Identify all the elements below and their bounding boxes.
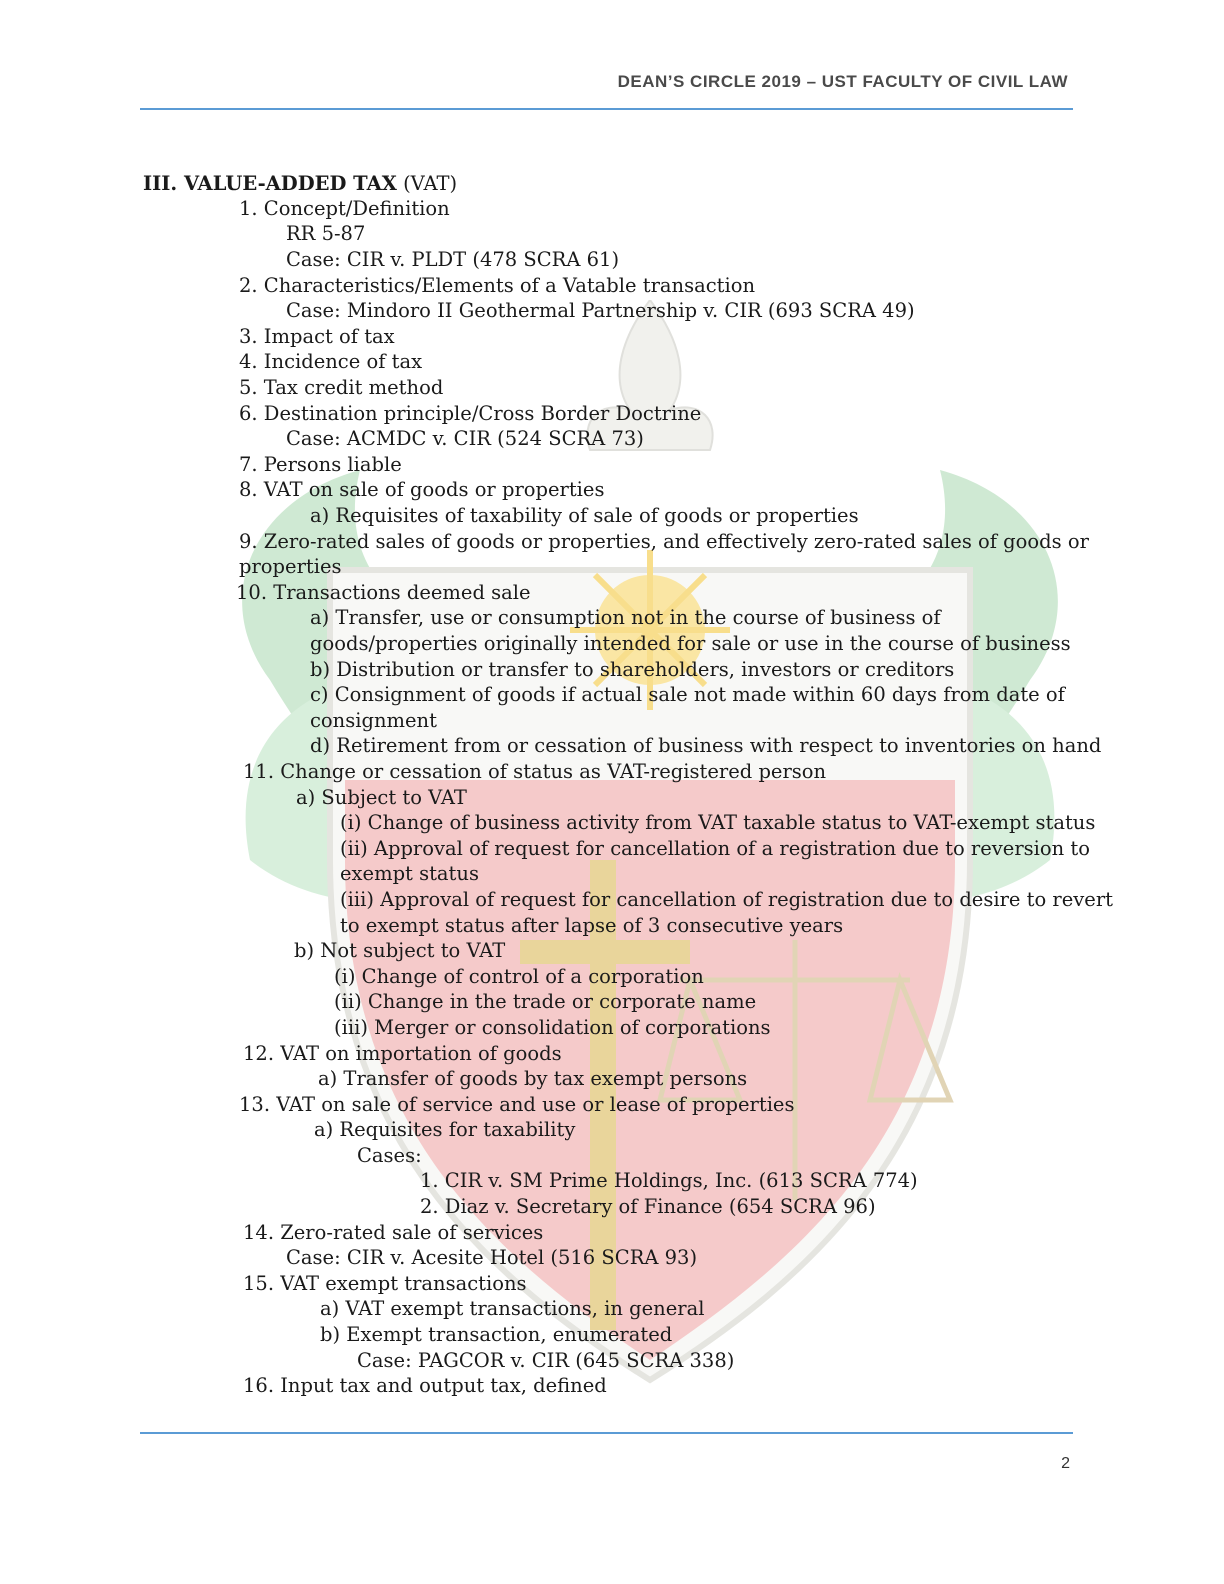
outline-line: 2. Characteristics/Elements of a Vatable transaction <box>239 274 756 297</box>
section-title <box>143 171 457 197</box>
outline-line: 7. Persons liable <box>239 453 402 476</box>
outline-line: 9. Zero-rated sales of goods or properties, and effectively zero-rated sales of goods or <box>239 530 1089 553</box>
outline-line: 14. Zero-rated sale of services <box>243 1221 544 1244</box>
outline-line: 4. Incidence of tax <box>239 350 423 373</box>
outline-line: 3. Impact of tax <box>239 325 395 348</box>
outline-line: goods/properties originally intended for sale or use in the course of business <box>310 632 1071 655</box>
outline-line: (iii) Approval of request for cancellation of registration due to desire to revert <box>340 888 1113 911</box>
outline-line: 13. VAT on sale of service and use or lease of properties <box>239 1093 795 1116</box>
outline-line: b) Exempt transaction, enumerated <box>320 1323 673 1346</box>
outline-line: Case: PAGCOR v. CIR (645 SCRA 338) <box>357 1349 735 1372</box>
outline-line: Case: CIR v. PLDT (478 SCRA 61) <box>286 248 620 271</box>
outline-line: c) Consignment of goods if actual sale not made within 60 days from date of <box>310 683 1065 706</box>
outline-line: 2. Diaz v. Secretary of Finance (654 SCRA 96) <box>420 1195 876 1218</box>
outline-line: 6. Destination principle/Cross Border Doctrine <box>239 402 702 425</box>
outline-line: Cases: <box>357 1144 422 1167</box>
outline-line: 10. Transactions deemed sale <box>236 581 531 604</box>
outline-line: Case: ACMDC v. CIR (524 SCRA 73) <box>286 427 644 450</box>
outline-line: b) Not subject to VAT <box>294 939 506 962</box>
outline-line: Case: Mindoro II Geothermal Partnership v. CIR (693 SCRA 49) <box>286 299 915 322</box>
outline-line: exempt status <box>340 862 479 885</box>
footer-rule <box>140 1432 1073 1434</box>
outline-line: a) Requisites for taxability <box>314 1118 576 1141</box>
outline-line: 5. Tax credit method <box>239 376 444 399</box>
outline-line: 16. Input tax and output tax, defined <box>243 1374 607 1397</box>
outline-line: 12. VAT on importation of goods <box>243 1042 562 1065</box>
page-number: 2 <box>1061 1455 1070 1472</box>
outline-line: (i) Change of control of a corporation <box>334 965 704 988</box>
outline-line: a) Subject to VAT <box>296 786 467 809</box>
outline-line: 1. Concept/Definition <box>239 197 450 220</box>
outline-line: 15. VAT exempt transactions <box>243 1272 527 1295</box>
outline-line: properties <box>239 555 342 578</box>
outline-line: to exempt status after lapse of 3 consecutive years <box>340 914 844 937</box>
outline-line: a) VAT exempt transactions, in general <box>320 1297 705 1320</box>
outline-line: consignment <box>310 709 437 732</box>
outline-line: b) Distribution or transfer to shareholders, investors or creditors <box>310 658 955 681</box>
outline-line: 1. CIR v. SM Prime Holdings, Inc. (613 SCRA 774) <box>420 1169 918 1192</box>
section-title-bold: III. VALUE-ADDED TAX <box>143 172 397 195</box>
outline-line: Case: CIR v. Acesite Hotel (516 SCRA 93) <box>286 1246 698 1269</box>
outline-line: (iii) Merger or consolidation of corporations <box>334 1016 771 1039</box>
outline-line: d) Retirement from or cessation of business with respect to inventories on hand <box>310 734 1102 757</box>
outline-line: (ii) Change in the trade or corporate name <box>334 990 757 1013</box>
outline-line: 8. VAT on sale of goods or properties <box>239 478 605 501</box>
outline-line: a) Requisites of taxability of sale of goods or properties <box>310 504 859 527</box>
running-header: DEAN’S CIRCLE 2019 – UST FACULTY OF CIVIL LAW <box>617 72 1068 91</box>
section-title-rest: (VAT) <box>396 172 458 195</box>
outline-line: 11. Change or cessation of status as VAT-registered person <box>243 760 827 783</box>
outline-line: (ii) Approval of request for cancellation of a registration due to reversion to <box>340 837 1090 860</box>
outline-line: RR 5-87 <box>286 222 366 245</box>
outline-line: a) Transfer, use or consumption not in the course of business of <box>310 606 941 629</box>
outline-line: a) Transfer of goods by tax exempt persons <box>318 1067 748 1090</box>
outline-line: (i) Change of business activity from VAT taxable status to VAT-exempt status <box>340 811 1096 834</box>
